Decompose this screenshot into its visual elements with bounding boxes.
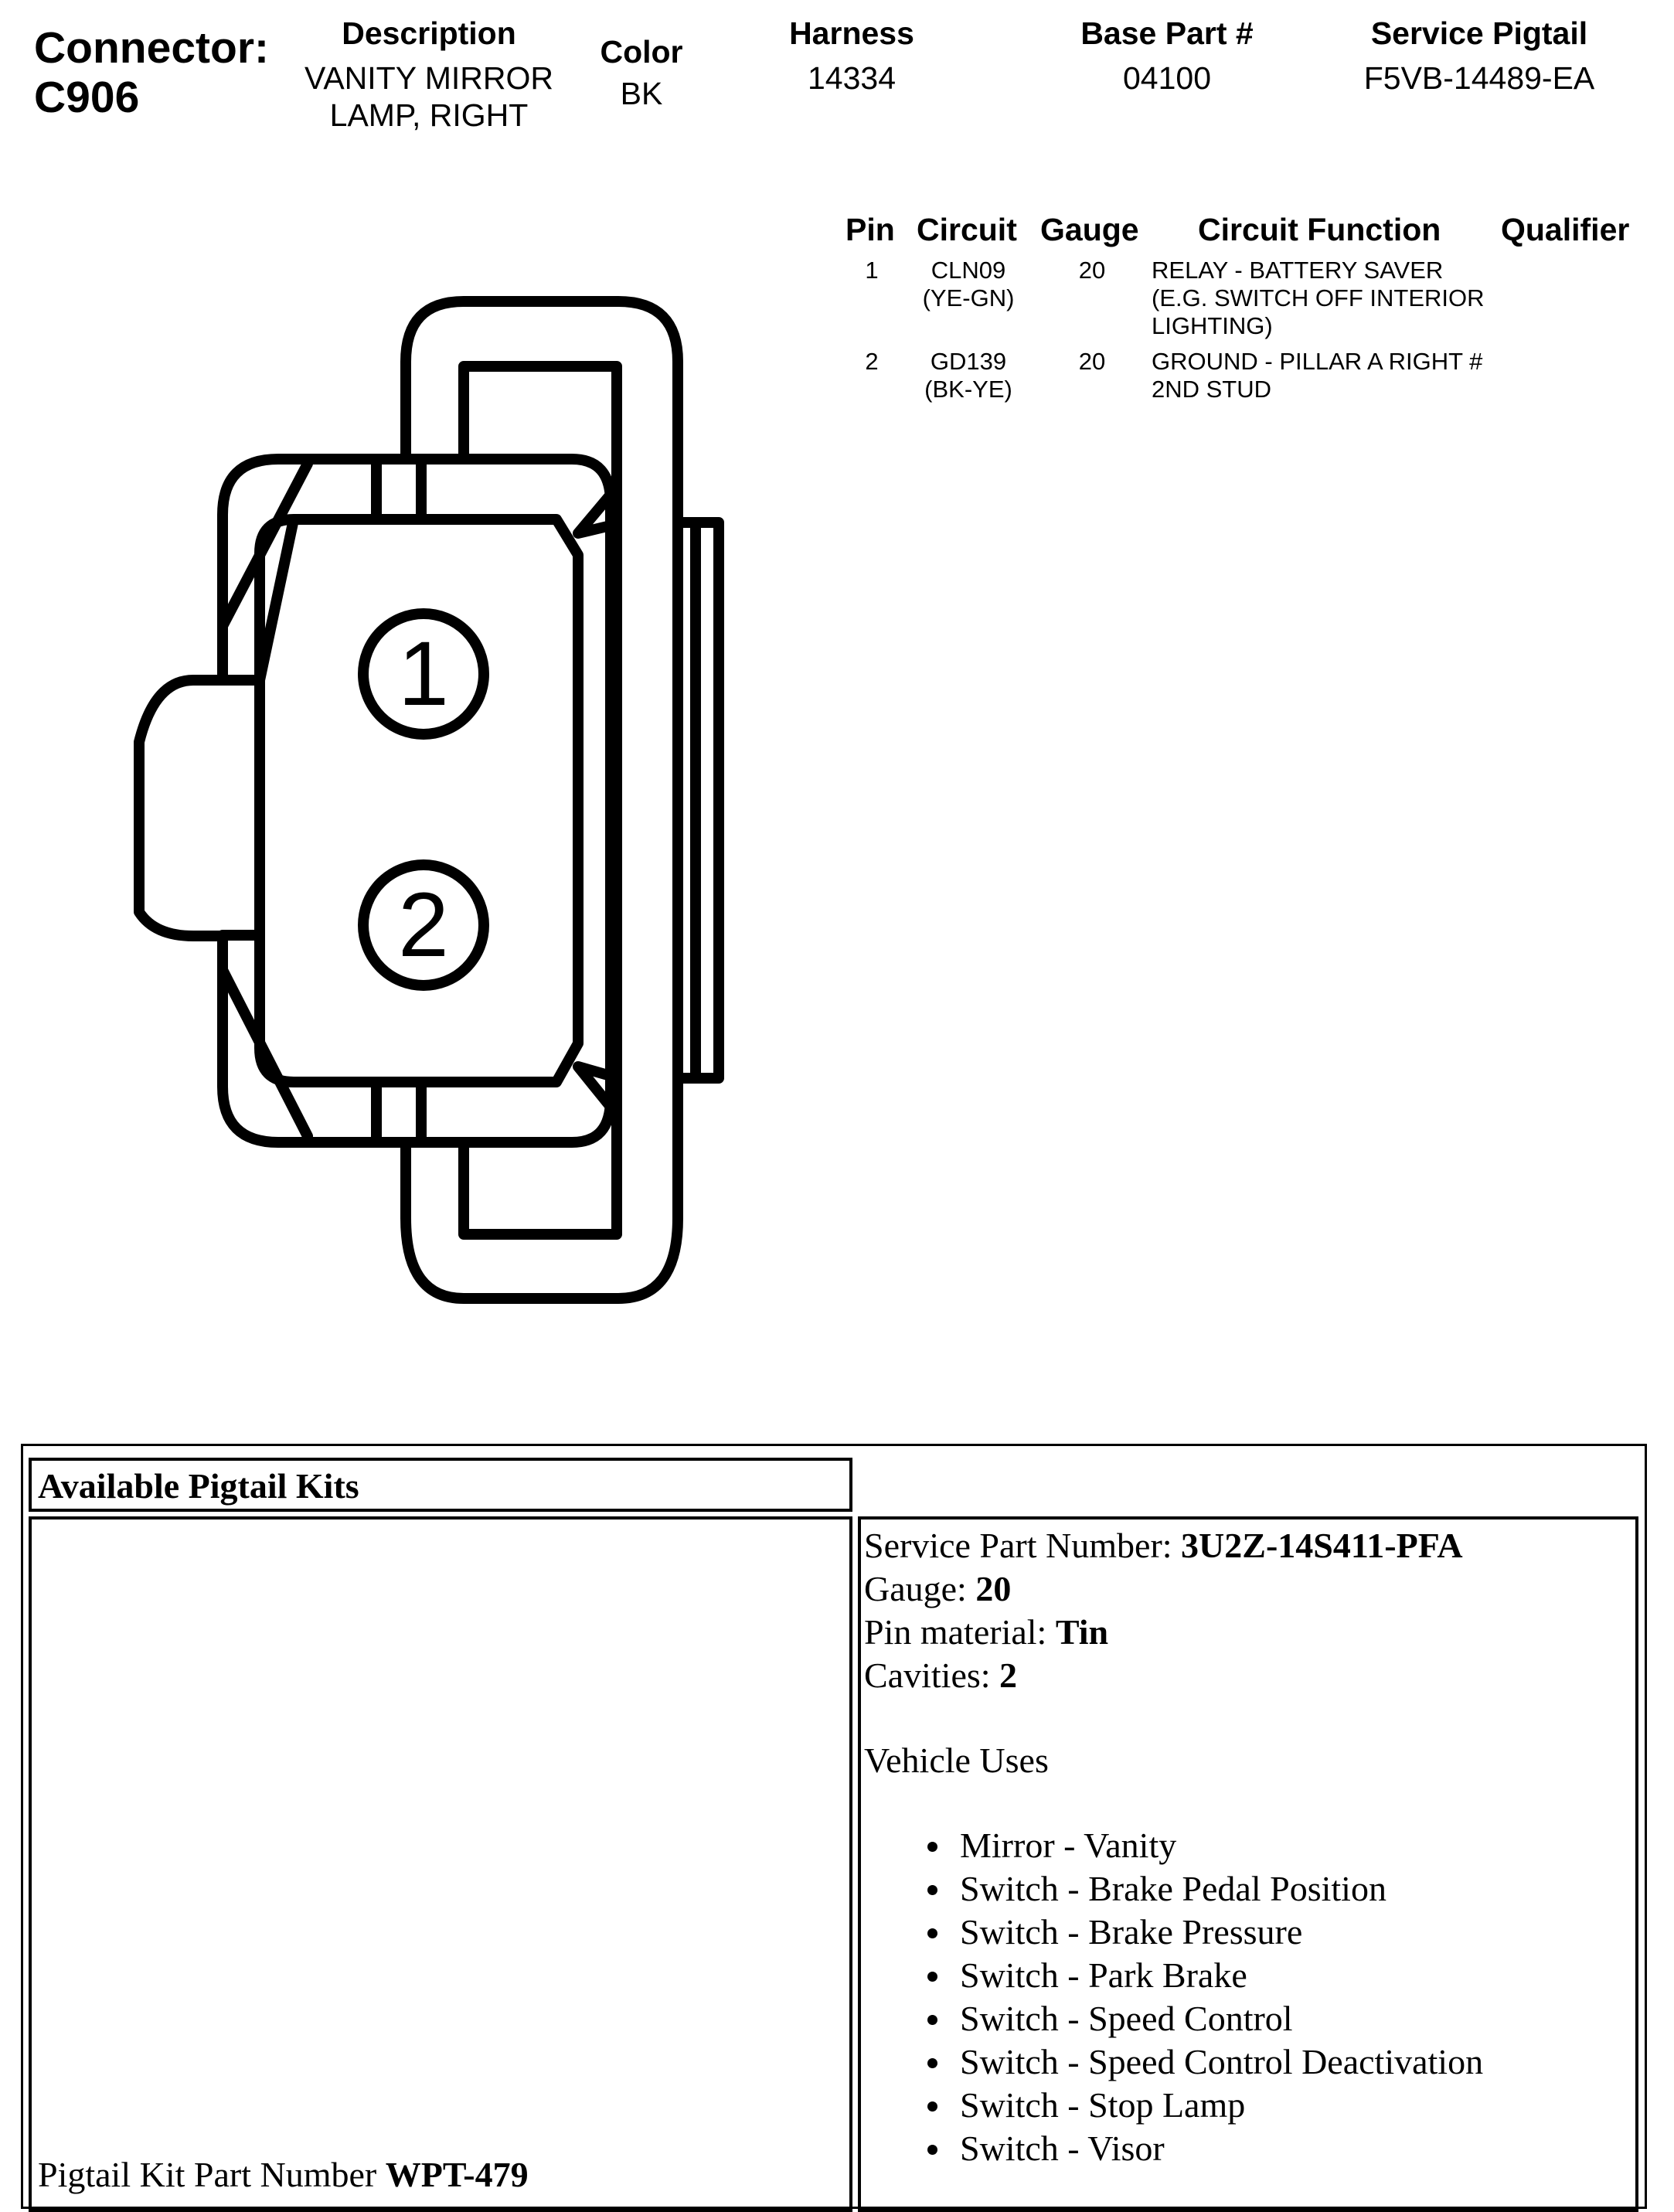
row1-circuit-code: CLN09 [931, 257, 1006, 284]
list-item [864, 1997, 1635, 2040]
description-header: Description [342, 15, 516, 51]
vehicle-uses-list [864, 1824, 1635, 2170]
base-part-header: Base Part # [1080, 15, 1254, 51]
bullet-icon [927, 2058, 937, 2068]
color-column [564, 34, 719, 112]
vehicle-use-text: Switch - Park Brake [960, 1955, 1247, 1995]
service-part-value: 3U2Z-14S411-PFA [1181, 1526, 1463, 1565]
vehicle-use-text: Switch - Visor [960, 2129, 1165, 2168]
cavities-line [864, 1654, 1635, 1697]
bullet-icon [927, 2145, 937, 2155]
row1-function-line: (E.G. SWITCH OFF INTERIOR [1152, 284, 1485, 311]
gauge-line [864, 1567, 1635, 1611]
row2-pin: 2 [865, 348, 879, 375]
service-part-number [864, 1524, 1635, 1567]
row2-circuit-code: GD139 [930, 348, 1007, 375]
service-part-label: Service Part Number: [864, 1526, 1182, 1565]
service-pigtail-header: Service Pigtail [1370, 15, 1588, 51]
row2-function [1152, 348, 1482, 403]
pin-col-header: Pin [846, 212, 895, 247]
list-item [864, 1824, 1635, 1867]
row1-function-line: RELAY - BATTERY SAVER [1152, 257, 1444, 284]
vehicle-use-text: Mirror - Vanity [960, 1826, 1177, 1865]
latch-outer-outline [406, 301, 678, 1298]
row2-gauge: 20 [1078, 348, 1106, 375]
kit-part-label: Pigtail Kit Part Number [38, 2155, 386, 2194]
row2-function-line: GROUND - PILLAR A RIGHT # [1152, 348, 1483, 375]
pin-material-line [864, 1611, 1635, 1654]
bullet-icon [927, 1885, 937, 1895]
description-line2: LAMP, RIGHT [329, 97, 529, 133]
pin-material-value: Tin [1055, 1612, 1109, 1652]
connector-heading [34, 23, 269, 122]
gauge-value: 20 [975, 1569, 1012, 1608]
bullet-icon [927, 2015, 937, 2025]
service-pigtail-value: F5VB-14489-EA [1363, 60, 1595, 96]
base-part-column [1051, 15, 1283, 97]
circuit-function-col-header: Circuit Function [1198, 212, 1441, 247]
bullet-icon [927, 1842, 937, 1852]
vehicle-use-text: Switch - Brake Pedal Position [960, 1869, 1386, 1908]
row1-function-line: LIGHTING) [1152, 312, 1273, 339]
connector-face-diagram [124, 286, 734, 1322]
vehicle-use-text: Switch - Speed Control Deactivation [960, 2042, 1484, 2081]
harness-header: Harness [789, 15, 914, 51]
pin-2-label: 2 [398, 874, 449, 976]
vehicle-uses-label: Vehicle Uses [864, 1741, 1049, 1780]
base-part-value: 04100 [1122, 60, 1211, 96]
connector-id: C906 [34, 73, 140, 122]
bullet-icon [927, 1928, 937, 1938]
row2-circuit-color: (BK-YE) [924, 376, 1012, 403]
connector-label: Connector: [34, 23, 269, 73]
pigtail-kit-cell [29, 1516, 852, 2212]
row2-function-line: 2ND STUD [1152, 376, 1272, 403]
harness-column [736, 15, 968, 97]
service-pigtail-column [1325, 15, 1634, 97]
row2-circuit [904, 348, 1033, 403]
list-item [864, 1911, 1635, 1954]
gauge-col-header: Gauge [1040, 212, 1139, 247]
list-item [864, 1867, 1635, 1911]
color-value: BK [620, 76, 663, 111]
qualifier-col-header: Qualifier [1501, 212, 1630, 247]
list-item [864, 1954, 1635, 1997]
cavities-label: Cavities: [864, 1656, 1000, 1695]
pin-face-outline [223, 519, 578, 1082]
row1-pin: 1 [865, 257, 879, 284]
row1-circuit-color: (YE-GN) [922, 284, 1015, 311]
gauge-label: Gauge: [864, 1569, 976, 1608]
pin-1-label: 1 [398, 623, 449, 725]
harness-value: 14334 [807, 60, 896, 96]
vehicle-use-text: Switch - Stop Lamp [960, 2085, 1246, 2125]
pigtail-title: Available Pigtail Kits [38, 1466, 359, 1506]
vehicle-use-text: Switch - Speed Control [960, 1999, 1293, 2038]
color-header: Color [600, 34, 683, 70]
description-column [274, 15, 584, 134]
row1-function [1152, 257, 1485, 340]
bullet-icon [927, 2101, 937, 2112]
housing-outer-outline [139, 459, 611, 1142]
kit-part-number [38, 2153, 529, 2197]
vehicle-use-text: Switch - Brake Pressure [960, 1912, 1303, 1952]
kit-part-value: WPT-479 [385, 2155, 529, 2194]
cavities-value: 2 [999, 1656, 1018, 1695]
list-item [864, 2084, 1635, 2127]
latch-inner-outline [464, 366, 617, 1234]
pigtail-title-cell [29, 1458, 852, 1512]
connector-rib [678, 522, 719, 1078]
row1-circuit [904, 257, 1033, 312]
bullet-icon [927, 1972, 937, 1982]
row1-gauge: 20 [1078, 257, 1106, 284]
pigtail-details-cell [858, 1516, 1638, 2212]
list-item [864, 2127, 1635, 2170]
list-item [864, 2040, 1635, 2084]
pin-material-label: Pin material: [864, 1612, 1056, 1652]
circuit-col-header: Circuit [917, 212, 1017, 247]
description-line1: VANITY MIRROR [305, 60, 553, 96]
